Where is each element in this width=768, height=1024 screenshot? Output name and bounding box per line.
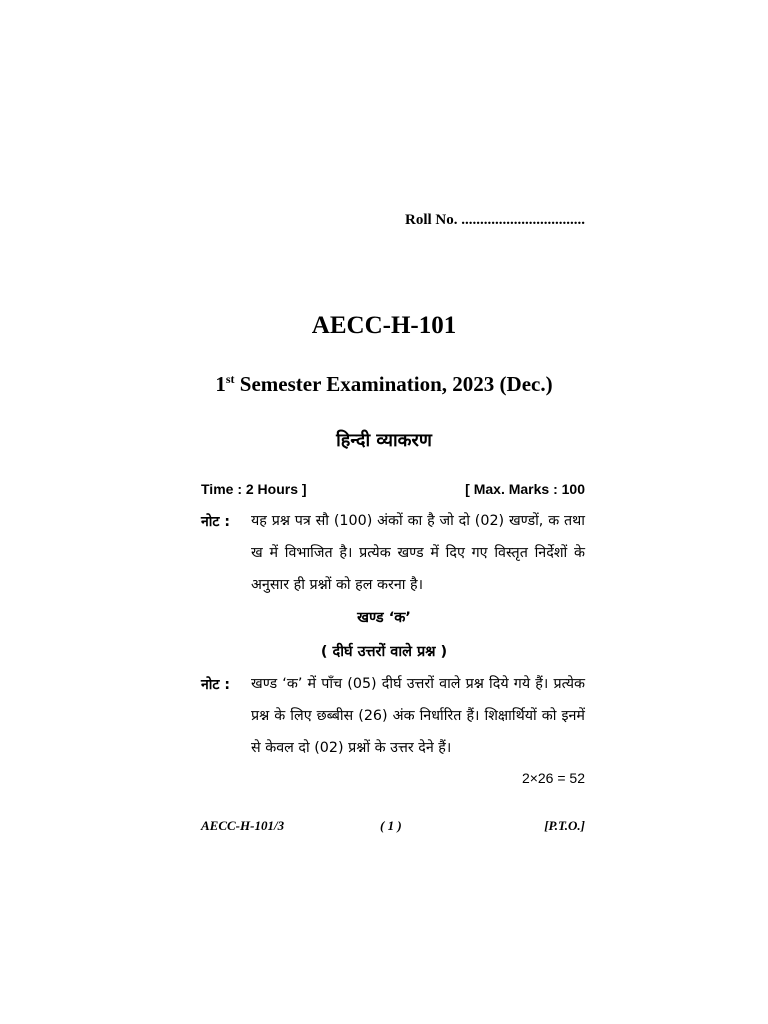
section-subheading: ( दीर्घ उत्तरों वाले प्रश्न )	[320, 644, 448, 660]
note-label-1: नोट :	[201, 514, 230, 530]
exam-title-text: Semester Examination, 2023 (Dec.)	[234, 372, 553, 396]
max-marks: [ Max. Marks : 100	[465, 481, 585, 497]
roll-number-line: Roll No. .................................	[405, 212, 585, 228]
note-text-2: खण्ड ‘क’ में पाँच (05) दीर्घ उत्तरों वाले प्रश्न दिये गये हैं। प्रत्येक प्रश्न के लिए छब्बीस (26) अंक निर्धारित हैं। शिक्षार्थियों को इनमें से केवल दो (02) प्रश्नों के उत्तर देने हैं।	[251, 676, 585, 756]
section-heading: खण्ड ‘क’	[357, 610, 411, 626]
footer-page-number: ( 1 )	[380, 818, 402, 833]
marks-calculation: 2×26 = 52	[521, 770, 585, 786]
time-limit: Time : 2 Hours ]	[201, 481, 307, 497]
course-code-title: AECC-H-101	[311, 312, 457, 339]
subject-title: हिन्दी व्याकरण	[336, 430, 432, 451]
exam-title	[0, 372, 768, 397]
footer-course-code: AECC-H-101/3	[201, 818, 285, 833]
exam-ordinal-suffix: st	[225, 372, 235, 386]
note-text-1: यह प्रश्न पत्र सौ (100) अंकों का है जो दो (02) खण्डों, क तथा ख में विभाजित है। प्रत्येक खण्ड में दिए गए विस्तृत निर्देशों के अनुसार ही प्रश्नों को हल करना है।	[251, 513, 585, 593]
exam-ordinal: 1	[215, 372, 226, 396]
note-label-2: नोट :	[201, 677, 230, 693]
footer-pto: [P.T.O.]	[544, 818, 585, 833]
